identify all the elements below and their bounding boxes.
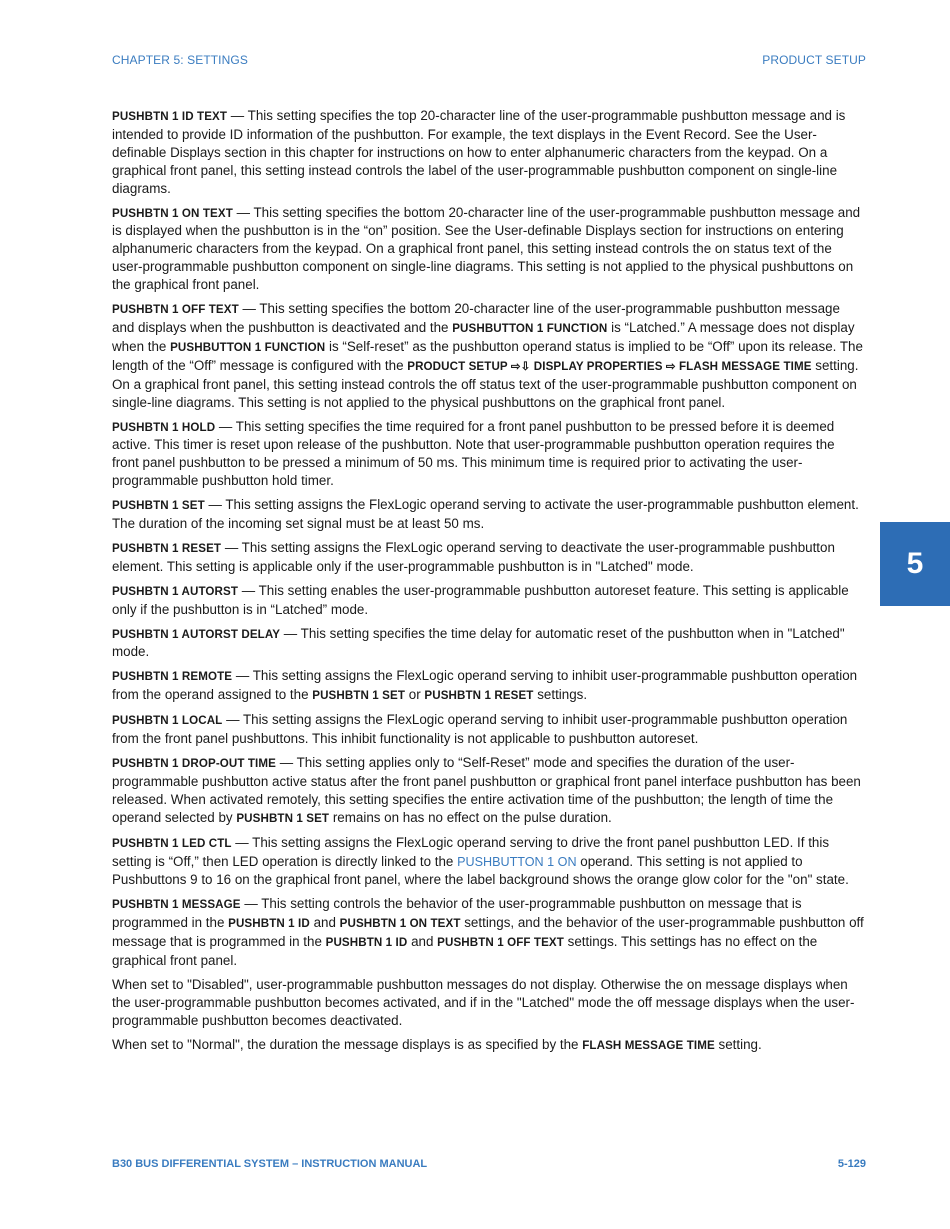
paragraph-text: — This setting specifies the time required for a front panel pushbutton to be pressed before it is deemed active. This timer is reset upon release of the pushbutton. Note that user-programmable pushbutton operation requires the front panel pushbutton to be pressed a minimum of 50 ms. This minimum time is required prior to activating the user-programmable pushbutton hold timer. <box>112 418 835 489</box>
paragraph-text: settings. <box>533 687 588 703</box>
setting-name: PUSHBTN 1 AUTORST <box>112 584 239 598</box>
setting-name: PUSHBTN 1 LED CTL <box>112 836 232 850</box>
setting-name: PUSHBTN 1 MESSAGE <box>112 898 241 912</box>
paragraph-text: settings, and the behavior of the user-programmable pushbutton off message that is programmed in the <box>112 915 864 950</box>
paragraph-text: and <box>407 934 438 950</box>
footer-manual-title: B30 BUS DIFFERENTIAL SYSTEM – INSTRUCTION MANUAL <box>112 1158 428 1170</box>
paragraph-text: is “Self-reset” as the pushbutton operand status is implied to be “Off” upon its release. The length of the “Off” message is configured with the <box>112 338 863 373</box>
setting-name: FLASH MESSAGE TIME <box>582 1038 715 1052</box>
paragraph-drop-out <box>112 754 864 828</box>
setting-name: PUSHBTN 1 ON TEXT <box>112 206 233 220</box>
paragraph-text: and <box>309 915 340 931</box>
paragraph-on-text <box>112 204 864 295</box>
paragraph-text: remains on has no effect on the pulse duration. <box>329 809 612 825</box>
setting-name: PUSHBTN 1 REMOTE <box>112 670 233 684</box>
paragraph-text: — This setting applies only to “Self-Reset” mode and specifies the duration of the user-programmable pushbutton active status after the front panel pushbutton or graphical front panel interface pushbutton has been released. When activated remotely, this setting specifies the entire activation time of the pushbutton; the length of time the operand selected by <box>112 755 861 825</box>
paragraph-text: — This setting assigns the FlexLogic operand serving to inhibit user-programmable pushbutton operation from the front panel pushbuttons. This inhibit functionality is not applicable to pushbutton autoreset. <box>112 712 848 747</box>
paragraph-text: When set to "Disabled", user-programmable pushbutton messages do not display. Otherwise the on message displays when the user-programmable pushbutton becomes activated, and if in the "Latched" mode the off message displays when the user-programmable pushbutton becomes deactivated. <box>112 976 855 1028</box>
setting-name: PUSHBUTTON 1 FUNCTION <box>452 321 608 335</box>
paragraph-off-text <box>112 300 864 411</box>
setting-name: PUSHBTN 1 ID <box>325 936 408 950</box>
paragraph-text: operand. This setting is not applied to Pushbuttons 9 to 16 on the graphical front panel, where the label background shows the orange glow color for the "on" state. <box>112 853 849 888</box>
paragraph-autorst <box>112 582 864 619</box>
paragraph-text: — This setting enables the user-programmable pushbutton autoreset feature. This setting is applicable only if the pushbutton is in “Latched” mode. <box>112 582 849 617</box>
paragraph-text: When set to "Normal", the duration the message displays is as specified by the <box>112 1036 583 1052</box>
setting-name: PUSHBTN 1 RESET <box>112 541 222 555</box>
paragraph-text: — This setting specifies the time delay for automatic reset of the pushbutton when in "Latched" mode. <box>112 625 845 660</box>
setting-name: PUSHBUTTON 1 FUNCTION <box>170 340 326 354</box>
chapter-tab-number: 5 <box>906 547 924 580</box>
operand-link[interactable]: PUSHBUTTON 1 ON <box>457 854 577 869</box>
paragraph-text: is “Latched.” A message does not display when the <box>112 319 855 354</box>
paragraph-remote <box>112 667 864 705</box>
setting-name: PUSHBTN 1 ID <box>228 917 310 931</box>
paragraph-message <box>112 895 864 970</box>
paragraph-hold <box>112 418 864 491</box>
paragraph-text: — This setting specifies the bottom 20-character line of the user-programmable pushbutton message and displays when the pushbutton is deactivated and the <box>112 301 840 335</box>
setting-name: PRODUCT SETUP ⇨⇩ DISPLAY PROPERTIES ⇨ FLASH MESSAGE TIME <box>407 359 812 373</box>
paragraph-text: — This setting controls the behavior of the user-programmable pushbutton on message that is programmed in the <box>112 896 802 931</box>
paragraph-text: or <box>405 687 425 703</box>
paragraph-local <box>112 711 864 748</box>
paragraph-text: — This setting assigns the FlexLogic operand serving to activate the user-programmable pushbutton element. The duration of the incoming set signal must be at least 50 ms. <box>112 497 859 532</box>
setting-name: PUSHBTN 1 ID TEXT <box>112 110 228 123</box>
paragraph-disabled <box>112 976 864 1030</box>
setting-name: PUSHBTN 1 ON TEXT <box>339 917 461 931</box>
paragraph-id-text <box>112 107 864 198</box>
paragraph-normal <box>112 1036 864 1055</box>
setting-name: PUSHBTN 1 AUTORST DELAY <box>112 627 281 641</box>
setting-name: PUSHBTN 1 DROP-OUT TIME <box>112 757 276 770</box>
footer-page-number: 5-129 <box>837 1158 866 1170</box>
setting-name: PUSHBTN 1 LOCAL <box>112 714 223 728</box>
setting-name: PUSHBTN 1 SET <box>236 811 330 825</box>
page-body <box>112 107 864 1061</box>
paragraph-text: — This setting assigns the FlexLogic operand serving to deactivate the user-programmable pushbutton element. This setting is applicable only if the user-programmable pushbutton is in "Latched" mode. <box>112 539 835 574</box>
paragraph-autorst-delay <box>112 625 864 662</box>
paragraph-set <box>112 496 864 533</box>
paragraph-text: — This setting specifies the top 20-character line of the user-programmable pushbutton message and is intended to provide ID information of the pushbutton. For example, the text displays in the Event Record. See the User-definable Displays section in this chapter for instructions on how to enter alphanumeric characters from the keypad. On a graphical front panel, this setting instead controls the label of the user-programmable pushbutton component on single-line diagrams. <box>112 108 846 196</box>
chapter-header: CHAPTER 5: SETTINGS <box>112 53 248 67</box>
paragraph-text: — This setting assigns the FlexLogic operand serving to inhibit user-programmable pushbutton operation from the operand assigned to the <box>112 668 858 703</box>
paragraph-reset <box>112 539 864 576</box>
section-header: PRODUCT SETUP <box>762 53 866 67</box>
chapter-tab <box>880 522 950 606</box>
setting-name: PUSHBTN 1 OFF TEXT <box>437 936 564 950</box>
paragraph-text: setting. <box>714 1036 762 1052</box>
setting-name: PUSHBTN 1 RESET <box>424 689 534 703</box>
setting-name: PUSHBTN 1 HOLD <box>112 420 216 434</box>
paragraph-text: setting. On a graphical front panel, this setting instead controls the off status text of the user-programmable pushbutton component on single-line diagrams. This setting is not applied to the physical pushbuttons on the graphical front panel. <box>112 357 859 410</box>
paragraph-led-ctl <box>112 834 864 890</box>
paragraph-text: settings. This settings has no effect on the graphical front panel. <box>112 934 818 969</box>
setting-name: PUSHBTN 1 SET <box>112 499 205 513</box>
paragraph-text: — This setting specifies the bottom 20-character line of the user-programmable pushbutton message and is displayed when the pushbutton is in the “on” position. See the User-definable Displays section for instructions on entering alphanumeric characters from the keypad. On a graphical front panel, this setting instead controls the on status text of the user-programmable pushbutton component on single-line diagrams. This setting is not applied to the physical pushbuttons on the graphical front panel. <box>112 204 861 293</box>
paragraph-text: — This setting assigns the FlexLogic operand serving to drive the front panel pushbutton LED. If this setting is “Off,” then LED operation is directly linked to the <box>112 834 830 869</box>
setting-name: PUSHBTN 1 OFF TEXT <box>112 303 239 317</box>
setting-name: PUSHBTN 1 SET <box>312 689 406 703</box>
